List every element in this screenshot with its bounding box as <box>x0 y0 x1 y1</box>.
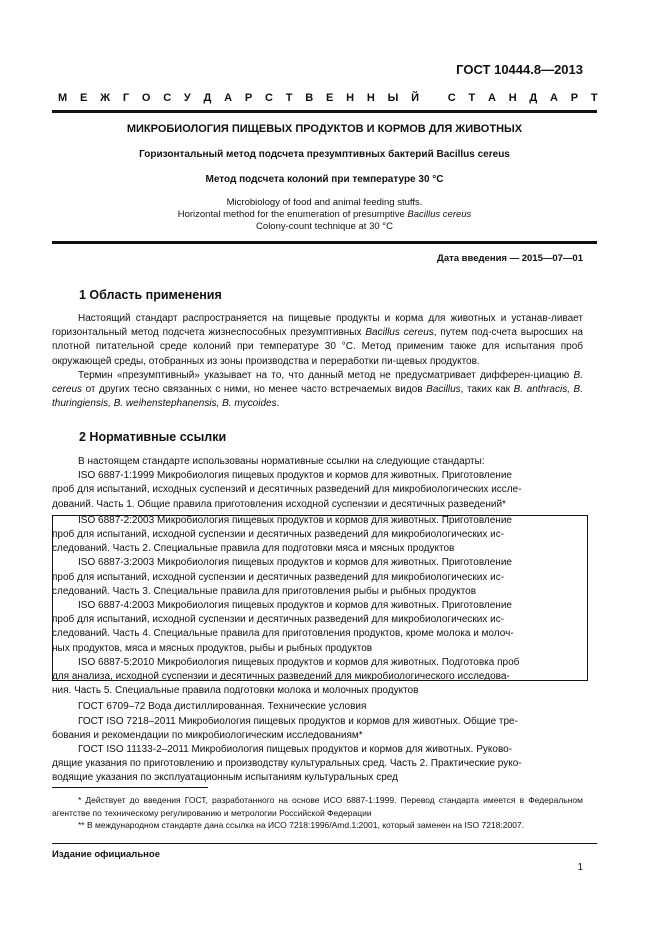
reference-line: ISO 6887-5:2010 Микробиология пищевых продуктов и кормов для животных. Подготовка проб <box>78 656 520 668</box>
banner-letter: Й <box>411 92 420 104</box>
reference-line: следований. Часть 4. Специальные правила для приготовления продуктов, кроме молока и молоч- <box>52 628 514 640</box>
banner-letter: С <box>265 92 273 104</box>
text: Термин «презумптивный» указывает на то, что данный метод не предусматривает дифферен-циацию <box>78 369 574 381</box>
species-name: Bacillus cereus <box>365 327 434 339</box>
footnote-rule <box>52 787 208 788</box>
species-name: B. cereus <box>52 369 583 396</box>
species-name: B. anthracis, B. thuringiensis, B. weihenstephanensis, B. mycoides <box>52 384 583 410</box>
reference-line: проб для испытаний, исходной суспензии и десятичных разведений для микробиологических ис- <box>52 571 505 583</box>
banner-letter <box>432 92 435 104</box>
reference-line: ISO 6887-2:2003 Микробиология пищевых продуктов и кормов для животных. Приготовление <box>78 514 512 526</box>
document-title: МИКРОБИОЛОГИЯ ПИЩЕВЫХ ПРОДУКТОВ И КОРМОВ ДЛЯ ЖИВОТНЫХ <box>126 123 523 135</box>
reference-line: дящие указания по приготовлению и производству культуральных сред. Часть 2. Практические руко- <box>52 758 522 770</box>
banner-letter: А <box>550 92 558 104</box>
footnotes <box>52 794 583 832</box>
section-1-body <box>52 312 583 411</box>
section-1-paragraph-2 <box>52 369 583 412</box>
page-number: 1 <box>577 862 583 873</box>
banner-letter: У <box>183 92 191 104</box>
gost-number: ГОСТ 10444.8—2013 <box>456 62 583 77</box>
text: от других тесно связанных с ними, но менее часто встречаемых видов <box>82 384 427 396</box>
footnote-2: ** В международном стандарте дана ссылка на ИСО 7218:1996/Amd.1:2001, который заменен на ISO 7218:2007. <box>78 820 525 830</box>
footnote-1: * Действует до введения ГОСТ, разработанного на основе ИСО 6887-1:1999. Перевод стандарта имеется в Федеральном агентстве по техническому регулированию и метрологии Российской Федерации <box>52 795 583 818</box>
reference-line: для анализа, исходной суспензии и десятичных разведений для микробиологического исследова- <box>52 671 510 683</box>
reference-line: ГОСТ ISO 11133-2–2011 Микробиология пищевых продуктов и кормов для животных. Руково- <box>78 744 513 756</box>
reference-line: ISO 6887-1:1999 Микробиология пищевых продуктов и кормов для животных. Приготовление <box>78 470 512 482</box>
section-1-paragraph-1 <box>52 312 583 369</box>
references-bottom <box>52 700 583 785</box>
banner-letter: С <box>447 92 456 104</box>
species-name: Bacillus <box>426 384 461 396</box>
document-subtitle-method: Горизонтальный метод подсчета презумптивных бактерий Bacillus cereus <box>139 149 510 160</box>
banner-letter: М <box>58 92 68 104</box>
banner-letter: С <box>163 92 172 104</box>
text: , путем под-счета выросших на плотной питательной среде колоний при температуре 30 °С. Метод применим также для испытания проб окружающей среды, отобранных из зоны производства и переработки пи-щевых продуктов. <box>52 327 583 367</box>
section-2-heading: 2 Нормативные ссылки <box>79 430 227 444</box>
reference-line: следований. Часть 2. Специальные правила для подготовки мяса и мясных продуктов <box>52 543 455 555</box>
banner-letter: Д <box>203 92 212 104</box>
banner-letter: Н <box>366 92 375 104</box>
banner-letter: Н <box>346 92 355 104</box>
reference-line: водящие указания по эксплуатационным испытаниям культуральных сред <box>52 772 398 784</box>
banner-letter: Н <box>508 92 517 104</box>
document-subtitle-temperature: Метод подсчета колоний при температуре 30 °С <box>205 174 444 185</box>
official-edition-label: Издание официальное <box>52 849 160 860</box>
banner-letter: Е <box>79 92 88 104</box>
banner-letter: Ж <box>100 92 111 104</box>
banner-letter: Р <box>244 92 253 104</box>
reference-line: проб для испытаний, исходной суспензии и десятичных разведений для микробиологических ис- <box>52 614 505 626</box>
reference-line: ГОСТ 6709–72 Вода дистиллированная. Технические условия <box>78 701 367 713</box>
banner-letter: Д <box>529 92 538 104</box>
reference-line: проб для испытаний, исходных суспензий и десятичных разведений для микробиологических иссле- <box>52 484 522 496</box>
english-title-line-2 <box>52 209 597 221</box>
reference-line: проб для испытаний, исходной суспензии и десятичных разведений для микробиологических ис- <box>52 529 505 541</box>
introduction-date: Дата введения — 2015—07—01 <box>437 253 583 264</box>
reference-line: ISO 6887-4:2003 Микробиология пищевых продуктов и кормов для животных. Приготовление <box>78 600 512 612</box>
banner-letter: О <box>141 92 151 104</box>
text: . <box>276 398 280 410</box>
edition-rule <box>52 843 597 844</box>
banner-letter: Т <box>468 92 476 104</box>
changed-references-frame <box>52 515 588 681</box>
banner-letter: А <box>224 92 233 104</box>
section-2-intro: В настоящем стандарте использованы нормативные ссылки на следующие стандарты: <box>78 456 485 467</box>
section-1-heading: 1 Область применения <box>79 288 222 302</box>
english-title-species: Bacillus cereus <box>407 209 472 220</box>
english-title-line-1: Microbiology of food and animal feeding stuffs. <box>226 197 423 208</box>
reference-line: ГОСТ ISO 7218–2011 Микробиология пищевых продуктов и кормов для животных. Общие тре- <box>78 715 518 727</box>
title-rule <box>52 241 597 244</box>
english-title-line-3: Colony-count technique at 30 °C <box>256 221 393 232</box>
interstate-standard-banner <box>58 92 598 104</box>
reference-line: ния. Часть 5. Специальные правила подготовки молока и молочных продуктов <box>52 685 419 697</box>
text: Настоящий стандарт распространяется на пищевые продукты и корма для животных и устанав-ливает горизонтальный метод подсчета жизнеспособных презумптивных <box>52 313 583 339</box>
banner-letter: Р <box>570 92 579 104</box>
banner-letter: А <box>487 92 496 104</box>
banner-letter: Т <box>285 92 293 104</box>
banner-letter: Ы <box>387 92 399 104</box>
reference-line: ISO 6887-3:2003 Микробиология пищевых продуктов и кормов для животных. Приготовление <box>78 557 512 569</box>
reference-line: бования и рекомендации по микробиологическим исследованиям* <box>52 729 363 741</box>
banner-letter: Т <box>590 92 598 104</box>
references-top <box>52 469 583 512</box>
reference-line: следований. Часть 3. Специальные правила для приготовления рыбы и рыбных продуктов <box>52 585 477 597</box>
reference-line: дований. Часть 1. Общие правила приготовления исходной суспензии и десятичных разведений* <box>52 498 506 510</box>
text: , таких как <box>460 384 514 396</box>
english-title <box>52 197 597 233</box>
english-title-text: Horizontal method for the enumeration of presumptive <box>177 209 408 220</box>
banner-letter: Е <box>326 92 334 104</box>
banner-letter: Г <box>122 92 130 104</box>
banner-letter: В <box>305 92 314 104</box>
reference-line: ных продуктов, мяса и мясных продуктов, рыбы и рыбных продуктов <box>52 642 373 654</box>
header-rule <box>52 110 597 113</box>
